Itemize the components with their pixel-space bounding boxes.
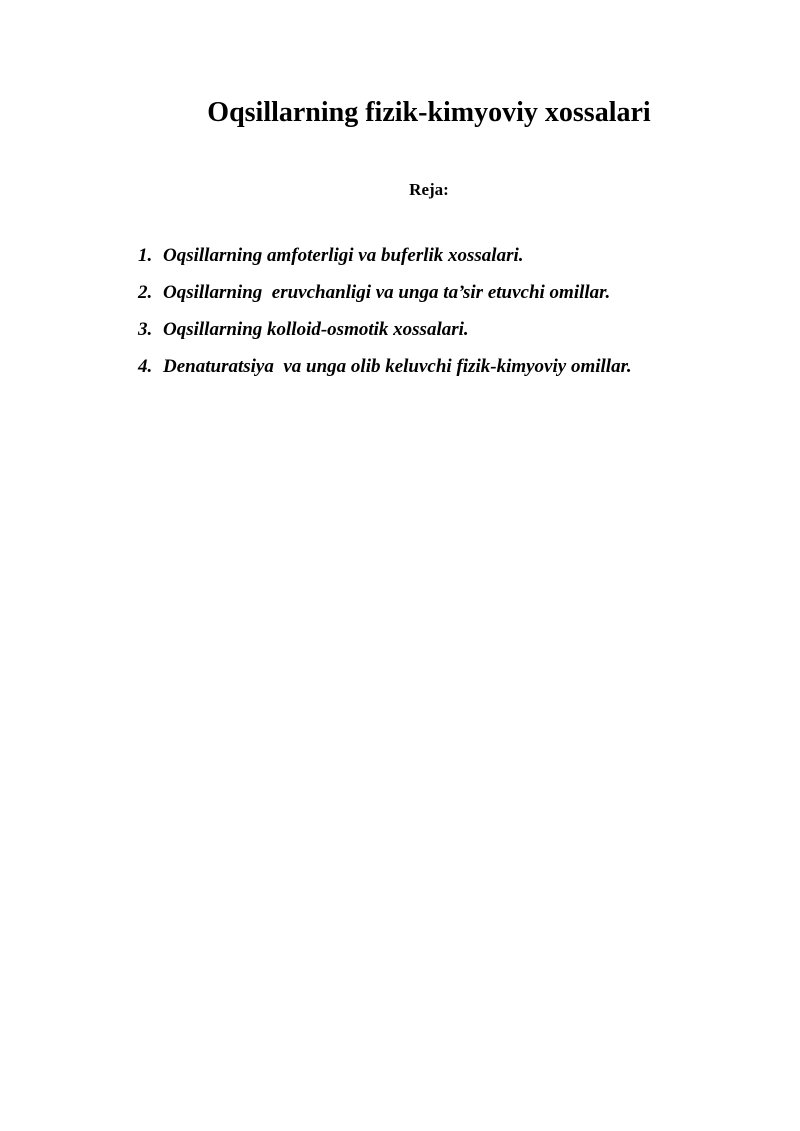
plan-item-text: Denaturatsiya va unga olib keluvchi fizik-kimyoviy omillar. bbox=[163, 356, 632, 377]
plan-item-3 bbox=[138, 316, 758, 353]
plan-item-text: Oqsillarning kolloid-osmotik xossalari. bbox=[163, 319, 469, 340]
plan-item-4 bbox=[138, 353, 758, 390]
plan-item-number: 4. bbox=[138, 356, 153, 377]
plan-heading: Reja: bbox=[409, 180, 449, 199]
plan-item-number: 3. bbox=[138, 319, 153, 340]
plan-item-text: Oqsillarning eruvchanligi va unga ta’sir etuvchi omillar. bbox=[163, 282, 611, 303]
plan-item-number: 1. bbox=[138, 245, 153, 266]
plan-item-text: Oqsillarning amfoterligi va buferlik xossalari. bbox=[163, 245, 524, 266]
plan-item-number: 2. bbox=[138, 282, 153, 303]
plan-item-1 bbox=[138, 242, 758, 279]
plan-list bbox=[138, 242, 758, 390]
plan-item-2 bbox=[138, 279, 758, 316]
document-title: Oqsillarning fizik-kimyoviy xossalari bbox=[207, 96, 651, 128]
